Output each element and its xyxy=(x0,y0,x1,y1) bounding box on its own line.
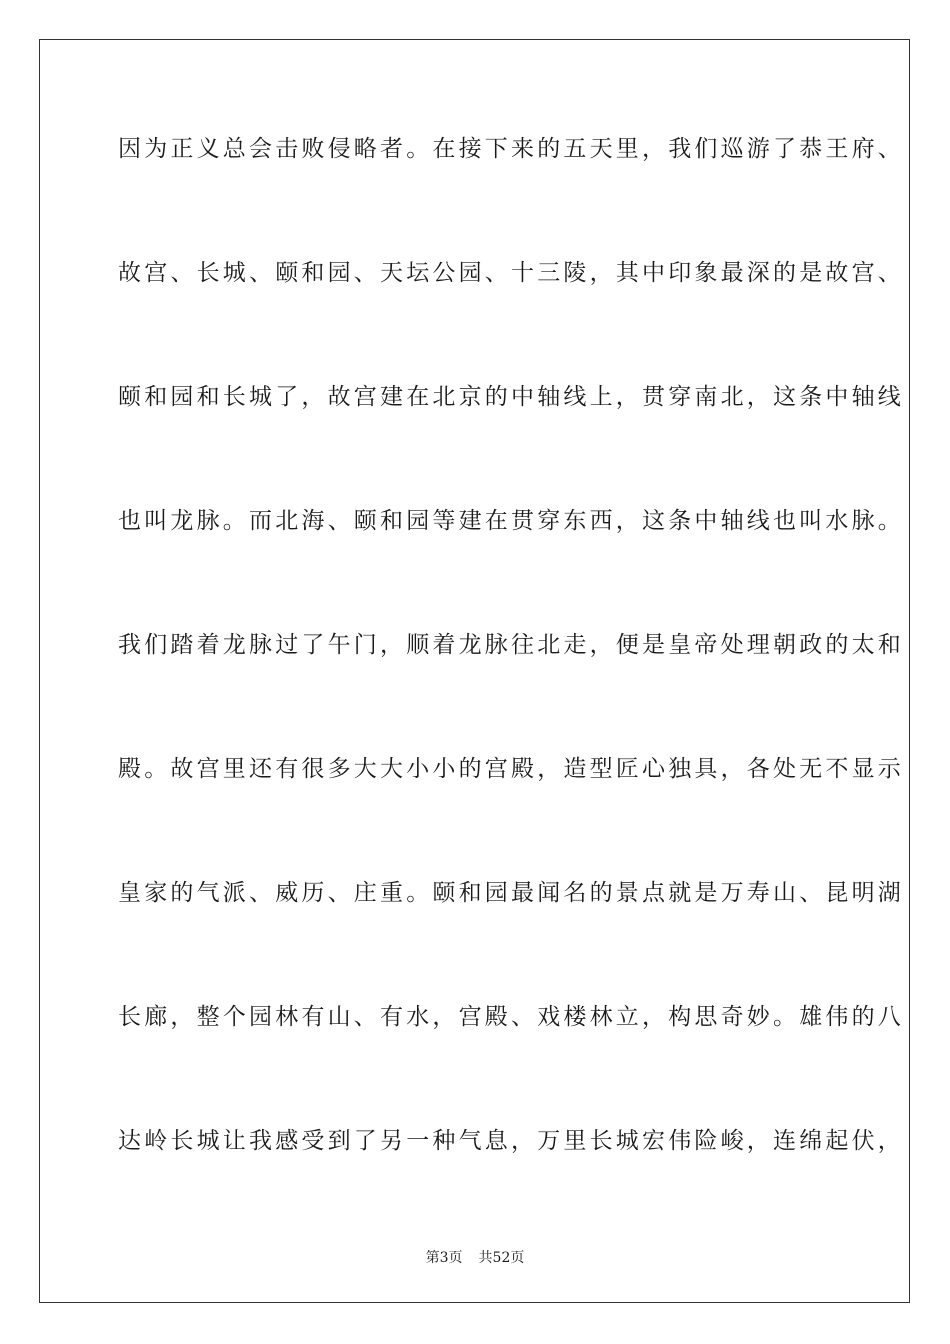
page-total: 共52页 xyxy=(478,1250,525,1266)
text-line: 我们踏着龙脉过了午门，顺着龙脉往北走，便是皇帝处理朝政的太和 xyxy=(118,632,904,658)
page-number: 第3页 xyxy=(425,1250,463,1266)
text-line: 故宫、长城、颐和园、天坛公园、十三陵，其中印象最深的是故宫、 xyxy=(118,260,904,286)
text-line: 达岭长城让我感受到了另一种气息，万里长城宏伟险峻，连绵起伏， xyxy=(118,1128,904,1154)
text-line: 皇家的气派、威历、庄重。颐和园最闻名的景点就是万寿山、昆明湖 xyxy=(118,880,904,906)
text-line: 长廊，整个园林有山、有水，宫殿、戏楼林立，构思奇妙。雄伟的八 xyxy=(118,1004,904,1030)
text-line: 因为正义总会击败侵略者。在接下来的五天里，我们巡游了恭王府、 xyxy=(118,136,904,162)
body-text xyxy=(118,117,904,1233)
text-line: 殿。故宫里还有很多大大小小的宫殿，造型匠心独具，各处无不显示 xyxy=(118,756,904,782)
text-line: 颐和园和长城了，故宫建在北京的中轴线上，贯穿南北，这条中轴线 xyxy=(118,384,904,410)
page-footer xyxy=(0,1247,950,1267)
text-line: 也叫龙脉。而北海、颐和园等建在贯穿东西，这条中轴线也叫水脉。 xyxy=(118,508,904,534)
